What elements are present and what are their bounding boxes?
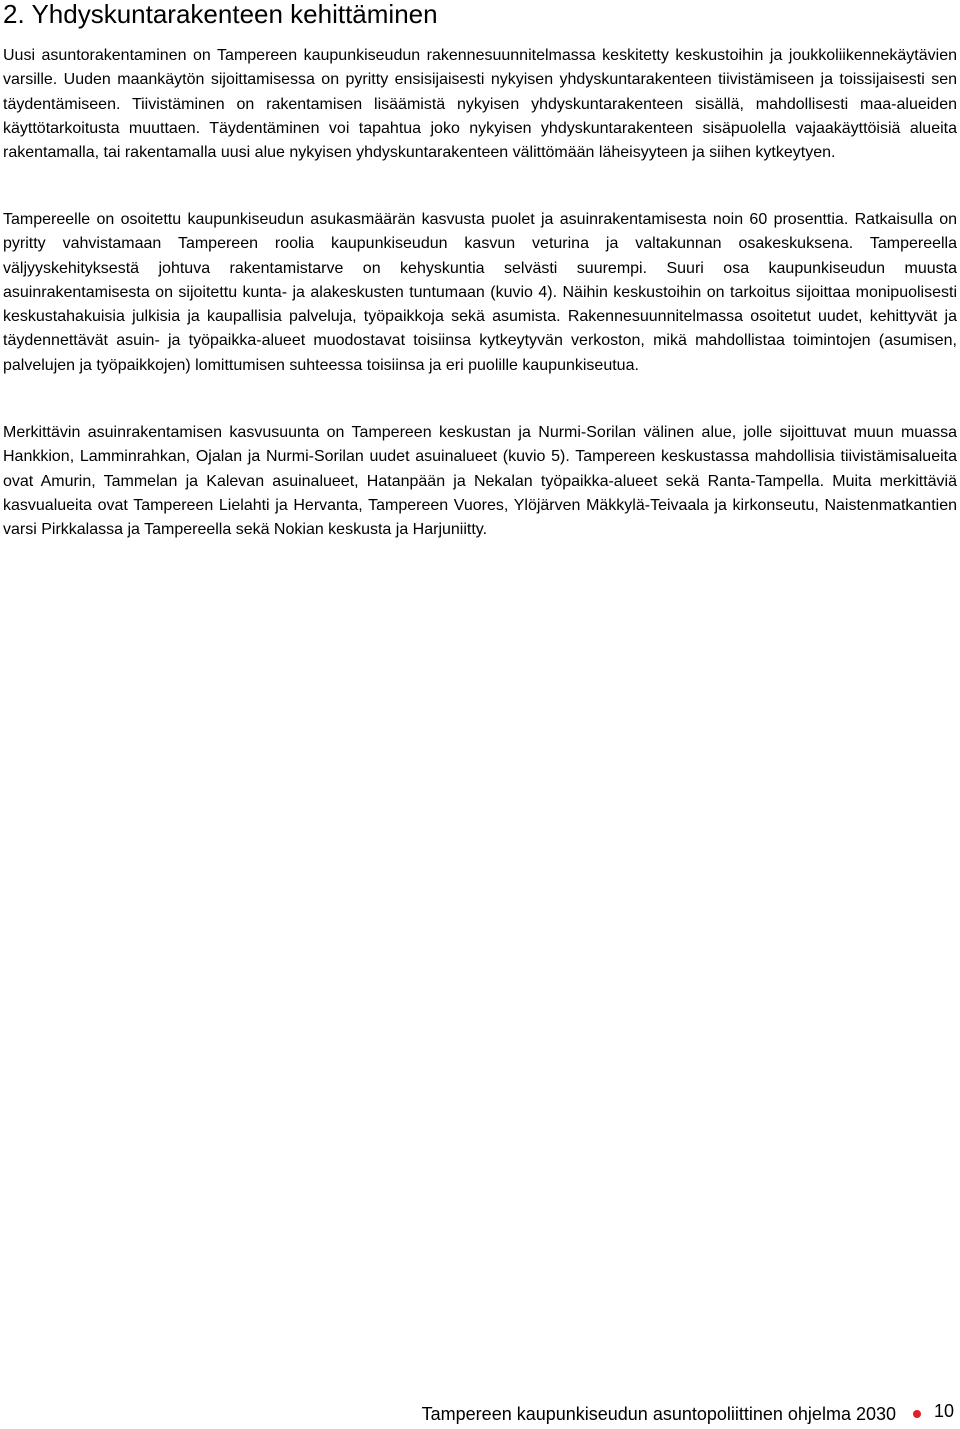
section-heading: 2. Yhdyskuntarakenteen kehittäminen: [3, 0, 438, 29]
paragraph-urban-structure: Uusi asuntorakentaminen on Tampereen kaupunkiseudun rakennesuunnitelmassa keskitetty keskustoihin ja joukkoliikennekäytävien varsille. Uuden maankäytön sijoittamisessa on pyritty ensisijaisesti nykyisen yhdyskuntarakenteen tiivistämiseen ja toissijaisesti sen täydentämiseen. Tiivistäminen on rakentamisen lisäämistä nykyisen yhdyskuntarakenteen sisällä, mahdollisesti maa-alueiden käyttötarkoitusta muuttaen. Täydentäminen voi tapahtua joko nykyisen yhdyskuntarakenteen sisäpuolella vajaakäyttöisiä alueita rakentamalla, tai rakentamalla uusi alue nykyisen yhdyskuntarakenteen välittömään läheisyyteen ja siihen kytkeytyen.: [3, 47, 957, 162]
bullet-icon: [913, 1410, 921, 1418]
page-footer: [0, 1399, 960, 1429]
paragraph-tampere-growth: Tampereelle on osoitettu kaupunkiseudun asukasmäärän kasvusta puolet ja asuinrakentamisesta noin 60 prosenttia. Ratkaisulla on pyritty vahvistamaan Tampereen roolia kaupunkiseudun kasvun veturina ja valtakunnan osakeskuksena. Tampereella väljyyskehityksestä johtuva rakentamistarve on kehyskuntia selvästi suurempi. Suuri osa kaupunkiseudun muusta asuinrakentamisesta on sijoitettu kunta- ja alakeskusten tuntumaan (kuvio 4). Näihin keskustoihin on tarkoitus sijoittaa monipuolisesti keskustahakuisia julkisia ja kaupallisia palveluja, työpaikkoja sekä asumista. Rakennesuunnitelmassa osoitetut uudet, kehittyvät ja täydennettävät asuin- ja työpaikka-alueet muodostavat toisiinsa kytkeytyvän verkoston, mikä mahdollistaa toimintojen (asumisen, palvelujen ja työpaikkojen) lomittumisen suhteessa toisiinsa ja eri puolille kaupunkiseutua.: [3, 211, 957, 374]
page-number: 10: [934, 1401, 955, 1421]
paragraph-growth-areas: Merkittävin asuinrakentamisen kasvusuunta on Tampereen keskustan ja Nurmi-Sorilan välinen alue, jolle sijoittuvat muun muassa Hankkion, Lamminrahkan, Ojalan ja Nurmi-Sorilan uudet asuinalueet (kuvio 5). Tampereen keskustassa mahdollisia tiivistämisalueita ovat Amurin, Tammelan ja Kalevan asuinalueet, Hatanpään ja Nekalan työpaikka-alueet sekä Ranta-Tampella. Muita merkittäviä kasvualueita ovat Tampereen Lielahti ja Hervanta, Tampereen Vuores, Ylöjärven Mäkkylä-Teivaala ja kirkonseutu, Naistenmatkantien varsi Pirkkalassa ja Tampereella sekä Nokian keskusta ja Harjuniitty.: [3, 424, 957, 539]
footer-title: Tampereen kaupunkiseudun asuntopoliittinen ohjelma 2030: [421, 1404, 896, 1424]
